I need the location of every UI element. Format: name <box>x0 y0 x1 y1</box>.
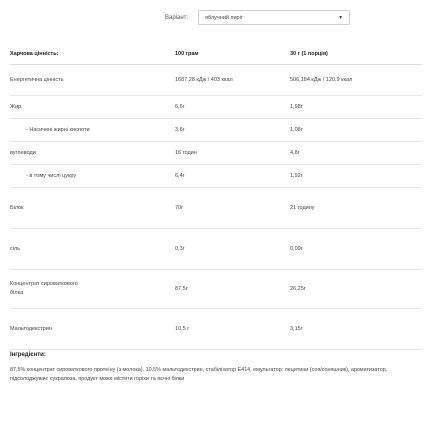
dropdown-caret-icon: ▼ <box>338 14 344 21</box>
variant-label: Варіант: <box>165 14 189 21</box>
header-per-100g: 100 грам <box>175 44 290 65</box>
value-per-portion: 1,98г <box>290 96 422 119</box>
table-row <box>10 309 422 350</box>
variant-row <box>165 10 350 25</box>
nutrition-table <box>10 44 422 350</box>
table-header-row <box>10 44 422 65</box>
value-per-portion: 21 годину <box>290 188 422 229</box>
value-per-100g: 3,6г <box>175 119 290 142</box>
value-per-100g: 10,5 г <box>175 309 290 350</box>
value-per-portion: 3,15г <box>290 309 422 350</box>
value-per-portion: 1,92г <box>290 165 422 188</box>
table-row <box>10 270 422 309</box>
value-per-100g: 16 годин <box>175 142 290 165</box>
row-name: Енергетична цінність <box>10 65 175 96</box>
table-row <box>10 142 422 165</box>
value-per-100g: 6,6г <box>175 96 290 119</box>
row-name: - Насичені жирні кислоти <box>10 119 175 142</box>
value-per-100g: 0,3г <box>175 229 290 270</box>
value-per-portion: 26,25г <box>290 270 422 309</box>
value-per-portion: 4,8г <box>290 142 422 165</box>
value-per-portion: 0,09г <box>290 229 422 270</box>
value-per-portion: 506,184 кДж / 120,9 ккал <box>290 65 422 96</box>
row-name-text: Концентрат сироваткового білка <box>10 281 78 296</box>
row-name: Жир <box>10 96 175 119</box>
row-name: сіль <box>10 229 175 270</box>
variant-select[interactable] <box>198 10 350 25</box>
value-per-100g: 70г <box>175 188 290 229</box>
row-name <box>10 270 175 309</box>
value-per-100g: 1687,28 кДж / 403 ккал <box>175 65 290 96</box>
table-row <box>10 165 422 188</box>
table-row <box>10 65 422 96</box>
row-name: - в тому числі цукру <box>10 165 175 188</box>
ingredients-title: Інгредієнти: <box>10 352 46 358</box>
ingredients-text: 87,5% концентрат сироваткового протеїну (з молока), 10,5% мальтодекстрин, стабілізатор E414, емульгатор: лецитини (соя/соняшник), ароматизатор, підсолоджувач: сукралоза, продукт може містити горіхи та яєчні білки <box>10 367 388 382</box>
table-row <box>10 119 422 142</box>
table-row <box>10 229 422 270</box>
header-nutrition: Харчова цінність: <box>10 44 175 65</box>
value-per-100g: 87,5г <box>175 270 290 309</box>
row-name: Білок <box>10 188 175 229</box>
table-row <box>10 188 422 229</box>
value-per-100g: 6,4г <box>175 165 290 188</box>
header-per-portion: 30 г (1 порція) <box>290 44 422 65</box>
row-name: Мальтодекстрин <box>10 309 175 350</box>
table-row <box>10 96 422 119</box>
variant-selected-value: яблучний пиріг <box>205 14 243 21</box>
row-name: вуглеводи <box>10 142 175 165</box>
value-per-portion: 1,08г <box>290 119 422 142</box>
